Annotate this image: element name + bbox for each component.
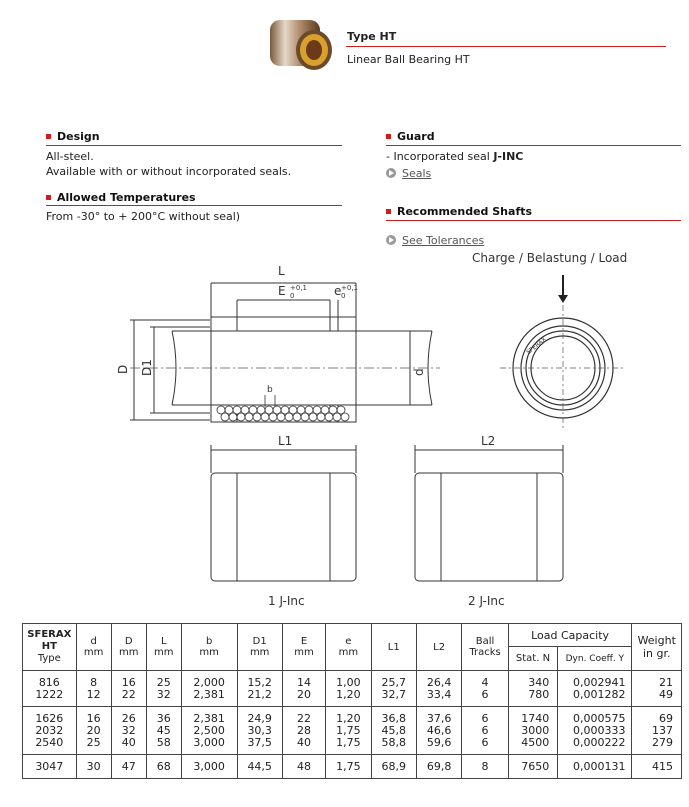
table-cell bbox=[76, 707, 111, 755]
th-L: L mm bbox=[146, 624, 181, 671]
dim-d-outer-label: D bbox=[116, 364, 130, 374]
cell-value: 3000 bbox=[521, 723, 550, 737]
guard-text bbox=[386, 150, 523, 163]
cell-value: 24,9 bbox=[247, 711, 272, 725]
table-cell bbox=[558, 755, 632, 779]
cell-value: 1,75 bbox=[336, 759, 361, 773]
cell-value: 20 bbox=[86, 723, 101, 737]
table-cell bbox=[237, 707, 282, 755]
guard-text-bold: J-INC bbox=[493, 150, 524, 163]
cell-value: 37,5 bbox=[247, 735, 272, 749]
cell-value: 21,2 bbox=[247, 687, 272, 701]
th-e: e mm bbox=[326, 624, 371, 671]
cell-value: 1,00 bbox=[336, 675, 361, 689]
cell-value: 3,000 bbox=[193, 735, 225, 749]
table-row-group bbox=[23, 755, 682, 779]
cell-value: 26,4 bbox=[426, 675, 452, 689]
th-D: D mm bbox=[111, 624, 146, 671]
table-cell bbox=[508, 755, 558, 779]
table-cell bbox=[326, 671, 371, 707]
dim-e-tol-top: +0,1 bbox=[290, 284, 307, 292]
cell-value: 59,6 bbox=[426, 735, 452, 749]
th-type bbox=[23, 624, 77, 671]
seals-link[interactable]: Seals bbox=[402, 167, 432, 180]
cell-value: 25 bbox=[156, 675, 171, 689]
cell-value: 14 bbox=[297, 675, 312, 689]
guard-text-prefix: - Incorporated seal bbox=[386, 150, 494, 163]
arrow-right-icon bbox=[386, 235, 396, 245]
cell-value: 0,000131 bbox=[572, 759, 626, 773]
table-cell bbox=[462, 671, 508, 707]
cell-value: 68,9 bbox=[381, 759, 406, 773]
th-ball-tracks: Ball Tracks bbox=[462, 624, 508, 671]
table-cell bbox=[371, 671, 416, 707]
cell-value: 6 bbox=[481, 735, 489, 749]
product-image bbox=[262, 12, 338, 78]
table-row-group bbox=[23, 707, 682, 755]
cell-value: 21 bbox=[659, 675, 673, 689]
seals-link-row[interactable] bbox=[386, 167, 431, 180]
cell-value: 30 bbox=[86, 759, 101, 773]
cell-value: 68 bbox=[156, 759, 171, 773]
cell-value: 6 bbox=[481, 711, 489, 725]
temps-text: From -30° to + 200°C without seal) bbox=[46, 210, 241, 223]
table-cell bbox=[282, 671, 325, 707]
bullet-square-icon bbox=[386, 209, 391, 214]
cell-value: 2,381 bbox=[193, 687, 225, 701]
table-cell bbox=[181, 755, 237, 779]
cell-value: 7650 bbox=[521, 759, 550, 773]
bullet-square-icon bbox=[46, 134, 51, 139]
temps-divider bbox=[46, 205, 342, 206]
cell-value: 2,000 bbox=[193, 675, 225, 689]
cell-value: 2032 bbox=[35, 723, 64, 737]
th-L1: L1 bbox=[371, 624, 416, 671]
arrow-right-icon bbox=[386, 168, 396, 178]
design-line-2: Available with or without incorporated seals. bbox=[46, 165, 292, 178]
dim-d-label: d bbox=[412, 368, 426, 376]
specs-table bbox=[22, 623, 682, 779]
cell-value: 49 bbox=[659, 687, 673, 701]
cell-value: 340 bbox=[528, 675, 550, 689]
cell-value: 137 bbox=[652, 723, 673, 737]
dim-e-tol-bot: 0 bbox=[290, 292, 295, 300]
table-cell bbox=[326, 755, 371, 779]
cell-value: 279 bbox=[652, 735, 673, 749]
cell-value: 0,002941 bbox=[572, 675, 626, 689]
cell-value: 45,8 bbox=[381, 723, 406, 737]
cell-value: 816 bbox=[38, 675, 60, 689]
cell-value: 6 bbox=[481, 687, 489, 701]
th-type-l2: HT bbox=[41, 641, 57, 652]
table-cell bbox=[181, 707, 237, 755]
cell-value: 48 bbox=[297, 759, 312, 773]
cell-value: 2540 bbox=[35, 735, 64, 749]
page-title: Type HT bbox=[347, 30, 397, 43]
temps-heading bbox=[46, 191, 196, 204]
table-cell bbox=[76, 671, 111, 707]
tolerances-link[interactable]: See Tolerances bbox=[402, 234, 485, 247]
table-cell bbox=[181, 671, 237, 707]
bullet-square-icon bbox=[386, 134, 391, 139]
cell-value: 47 bbox=[121, 759, 136, 773]
table-cell bbox=[371, 707, 416, 755]
cell-value: 2,500 bbox=[193, 723, 225, 737]
cell-value: 1,75 bbox=[336, 735, 361, 749]
cell-value: 0,000333 bbox=[572, 723, 626, 737]
table-cell bbox=[111, 707, 146, 755]
cell-value: 32,7 bbox=[381, 687, 406, 701]
table-cell bbox=[416, 671, 461, 707]
cell-value: 1,20 bbox=[336, 711, 361, 725]
cell-value: 22 bbox=[297, 711, 312, 725]
cell-value: 15,2 bbox=[247, 675, 272, 689]
cell-value: 3,000 bbox=[193, 759, 225, 773]
table-cell bbox=[558, 707, 632, 755]
dim-small-e-tol-bot: 0 bbox=[341, 292, 346, 300]
cell-value: 46,6 bbox=[426, 723, 452, 737]
cell-value: 32 bbox=[121, 723, 136, 737]
cell-value: 6 bbox=[481, 723, 489, 737]
th-type-l1: SFERAX bbox=[27, 629, 72, 640]
label-2-jinc: 2 J-Inc bbox=[468, 594, 505, 608]
cell-value: 40 bbox=[297, 735, 312, 749]
th-type-l3: Type bbox=[37, 653, 61, 664]
table-cell bbox=[146, 755, 181, 779]
table-cell bbox=[282, 707, 325, 755]
cell-value: 16 bbox=[121, 675, 136, 689]
design-heading bbox=[46, 130, 100, 143]
cell-value: 69 bbox=[659, 711, 673, 725]
table-cell bbox=[462, 707, 508, 755]
table-cell bbox=[416, 707, 461, 755]
design-line-1: All-steel. bbox=[46, 150, 94, 163]
shafts-divider bbox=[386, 220, 681, 221]
th-b: b mm bbox=[181, 624, 237, 671]
table-row-group bbox=[23, 671, 682, 707]
cell-value: 45 bbox=[156, 723, 171, 737]
table-cell bbox=[146, 707, 181, 755]
page-subtitle: Linear Ball Bearing HT bbox=[347, 53, 470, 66]
table-cell bbox=[23, 707, 77, 755]
cell-value: 36 bbox=[156, 711, 171, 725]
design-title: Design bbox=[57, 130, 100, 143]
cell-value: 0,000222 bbox=[572, 735, 626, 749]
cell-value: 0,001282 bbox=[572, 687, 626, 701]
cell-value: 2,381 bbox=[193, 711, 225, 725]
cell-value: 25 bbox=[86, 735, 101, 749]
dim-l-label: L bbox=[278, 264, 285, 278]
table-cell bbox=[326, 707, 371, 755]
cell-value: 4 bbox=[481, 675, 489, 689]
temps-title: Allowed Temperatures bbox=[57, 191, 196, 204]
cell-value: 37,6 bbox=[426, 711, 452, 725]
table-cell bbox=[237, 755, 282, 779]
table-cell bbox=[111, 671, 146, 707]
cell-value: 0,000575 bbox=[572, 711, 626, 725]
cell-value: 30,3 bbox=[247, 723, 272, 737]
dim-e-label: E bbox=[278, 284, 286, 298]
cell-value: 58,8 bbox=[381, 735, 406, 749]
cell-value: 25,7 bbox=[381, 675, 406, 689]
design-divider bbox=[46, 145, 342, 146]
cell-value: 8 bbox=[90, 675, 98, 689]
bullet-square-icon bbox=[46, 195, 51, 200]
table-cell bbox=[76, 755, 111, 779]
dim-d1-label: D1 bbox=[140, 359, 154, 376]
table-cell bbox=[282, 755, 325, 779]
cell-value: 33,4 bbox=[426, 687, 452, 701]
th-E: E mm bbox=[282, 624, 325, 671]
dim-l1-label: L1 bbox=[278, 434, 293, 448]
cell-value: 415 bbox=[652, 759, 673, 773]
table-cell bbox=[632, 707, 682, 755]
cell-value: 1626 bbox=[35, 711, 64, 725]
cell-value: 26 bbox=[121, 711, 136, 725]
table-cell bbox=[558, 671, 632, 707]
cell-value: 36,8 bbox=[381, 711, 406, 725]
charge-label: Charge / Belastung / Load bbox=[472, 251, 628, 265]
cell-value: 1740 bbox=[521, 711, 550, 725]
th-stat: Stat. N bbox=[508, 647, 558, 671]
table-cell bbox=[632, 671, 682, 707]
specs-table-body bbox=[23, 671, 682, 779]
guard-divider bbox=[386, 145, 681, 146]
dim-l2-label: L2 bbox=[481, 434, 496, 448]
table-cell bbox=[237, 671, 282, 707]
th-dyn: Dyn. Coeff. Y bbox=[558, 647, 632, 671]
dim-small-e-label: e bbox=[334, 284, 342, 298]
dim-b-label: b bbox=[267, 385, 273, 395]
cell-value: 1222 bbox=[35, 687, 64, 701]
th-D1: D1 mm bbox=[237, 624, 282, 671]
cell-value: 780 bbox=[528, 687, 550, 701]
title-divider bbox=[346, 46, 666, 47]
shafts-heading bbox=[386, 205, 532, 218]
cell-value: 1,20 bbox=[336, 687, 361, 701]
ring-text: SFERAX bbox=[525, 335, 548, 357]
th-weight: Weight in gr. bbox=[632, 624, 682, 671]
table-cell bbox=[416, 755, 461, 779]
table-cell bbox=[371, 755, 416, 779]
technical-drawing bbox=[0, 245, 689, 615]
guard-title: Guard bbox=[397, 130, 435, 143]
table-cell bbox=[146, 671, 181, 707]
table-cell bbox=[508, 707, 558, 755]
table-cell bbox=[23, 755, 77, 779]
table-cell bbox=[462, 755, 508, 779]
table-cell bbox=[111, 755, 146, 779]
cell-value: 3047 bbox=[35, 759, 64, 773]
th-load-capacity: Load Capacity bbox=[508, 624, 632, 647]
shafts-title: Recommended Shafts bbox=[397, 205, 533, 218]
th-L2: L2 bbox=[416, 624, 461, 671]
table-cell bbox=[23, 671, 77, 707]
dim-small-e-tol-top: +0,1 bbox=[341, 284, 358, 292]
cell-value: 8 bbox=[481, 759, 489, 773]
cell-value: 58 bbox=[156, 735, 171, 749]
table-cell bbox=[508, 671, 558, 707]
cell-value: 20 bbox=[297, 687, 312, 701]
cell-value: 28 bbox=[297, 723, 312, 737]
th-d: d mm bbox=[76, 624, 111, 671]
guard-heading bbox=[386, 130, 435, 143]
cell-value: 44,5 bbox=[247, 759, 272, 773]
cell-value: 16 bbox=[86, 711, 101, 725]
table-cell bbox=[632, 755, 682, 779]
cell-value: 1,75 bbox=[336, 723, 361, 737]
cell-value: 69,8 bbox=[426, 759, 452, 773]
cell-value: 4500 bbox=[521, 735, 550, 749]
label-1-jinc: 1 J-Inc bbox=[268, 594, 305, 608]
cell-value: 22 bbox=[121, 687, 136, 701]
cell-value: 12 bbox=[86, 687, 101, 701]
cell-value: 40 bbox=[121, 735, 136, 749]
cell-value: 32 bbox=[156, 687, 171, 701]
